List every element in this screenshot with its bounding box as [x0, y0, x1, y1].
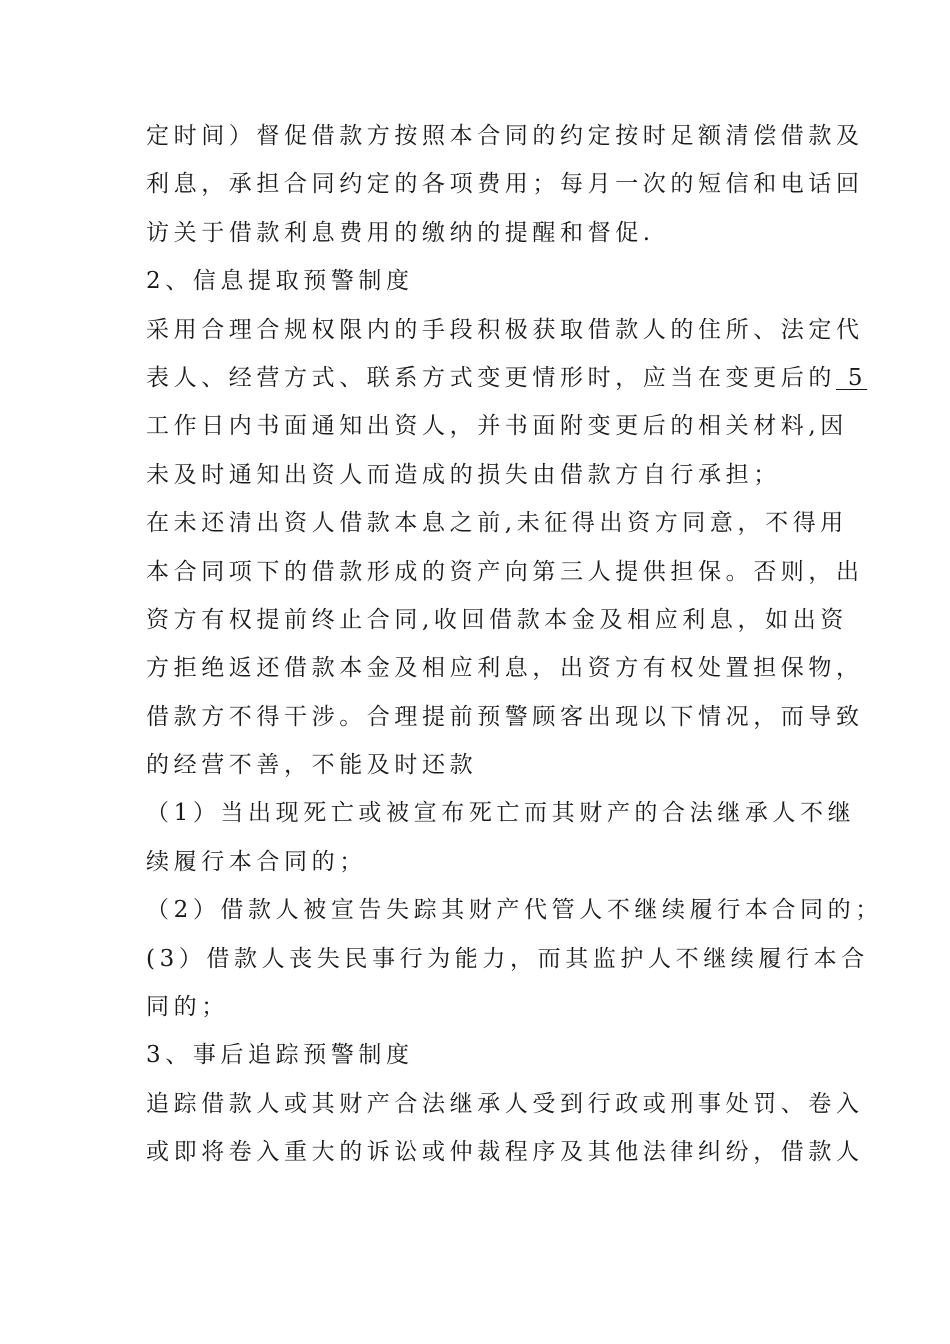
text-line-content: 或即将卷入重大的诉讼或仲裁程序及其他法律纠纷，借款人 — [146, 1139, 864, 1166]
text-line — [146, 741, 808, 789]
text-line — [146, 548, 864, 596]
text-line-content: （2）借款人被宣告失踪其财产代管人不继续履行本合同的； — [146, 897, 883, 924]
text-line — [146, 306, 864, 354]
text-line-content: (3）借款人丧失民事行为能力，而其监护人不继续履行本合 — [146, 945, 869, 972]
text-line — [146, 644, 864, 692]
text-line-content: 利息，承担合同约定的各项费用；每月一次的短信和电话回 — [146, 171, 864, 198]
text-line — [146, 112, 864, 160]
text-line — [146, 402, 848, 450]
text-line-content: 的经营不善，不能及时还款 — [146, 752, 478, 779]
text-line — [146, 257, 808, 305]
text-line-content: 资方有权提前终止合同,收回借款本金及相应利息，如出资 — [146, 606, 848, 633]
text-line — [146, 886, 883, 934]
text-line-content: 未及时通知出资人而造成的损失由借款方自行承担； — [146, 461, 781, 488]
text-line-content: 采用合理合规权限内的手段积极获取借款人的住所、法定代 — [146, 316, 864, 343]
text-line-content: 工作日内书面通知出资人，并书面附变更后的相关材料,因 — [146, 413, 848, 440]
text-line-content: 方拒绝返还借款本金及相应利息，出资方有权处置担保物， — [146, 655, 864, 682]
text-line — [146, 1031, 808, 1079]
text-line — [146, 499, 848, 547]
text-line-content: 在未还清出资人借款本息之前,未征得出资方同意，不得用 — [146, 510, 848, 537]
text-line — [146, 1128, 864, 1176]
text-line — [146, 354, 868, 402]
text-line-content: 同的； — [146, 994, 229, 1021]
text-line-content: 借款方不得干涉。合理提前预警顾客出现以下情况，而导致 — [146, 703, 864, 730]
text-line-content: 表人、经营方式、联系方式变更情形时，应当在变更后的 — [146, 364, 836, 391]
text-line — [146, 935, 869, 983]
text-line — [146, 451, 808, 499]
underlined-number: 5 — [836, 364, 868, 391]
text-line — [146, 209, 808, 257]
text-line — [146, 983, 808, 1031]
text-line — [146, 1080, 864, 1128]
text-line-content: 访关于借款利息费用的缴纳的提醒和督促. — [146, 219, 655, 246]
text-line-content: 本合同项下的借款形成的资产向第三人提供担保。否则，出 — [146, 558, 864, 585]
text-line-content: 定时间）督促借款方按照本合同的约定按时足额清偿借款及 — [146, 123, 864, 149]
text-line — [146, 160, 864, 208]
text-line — [146, 693, 864, 741]
text-line — [146, 596, 848, 644]
text-line-content: 续履行本合同的； — [146, 848, 367, 875]
text-line-content: （1）当出现死亡或被宣布死亡而其财产的合法继承人不继 — [146, 800, 856, 827]
text-line — [146, 789, 856, 837]
document-body — [146, 112, 883, 1177]
text-line-content: 2、信息提取预警制度 — [146, 268, 414, 295]
text-line-content: 追踪借款人或其财产合法继承人受到行政或刑事处罚、卷入 — [146, 1090, 864, 1117]
text-line-content: 3、事后追踪预警制度 — [146, 1042, 414, 1069]
text-line — [146, 838, 808, 886]
